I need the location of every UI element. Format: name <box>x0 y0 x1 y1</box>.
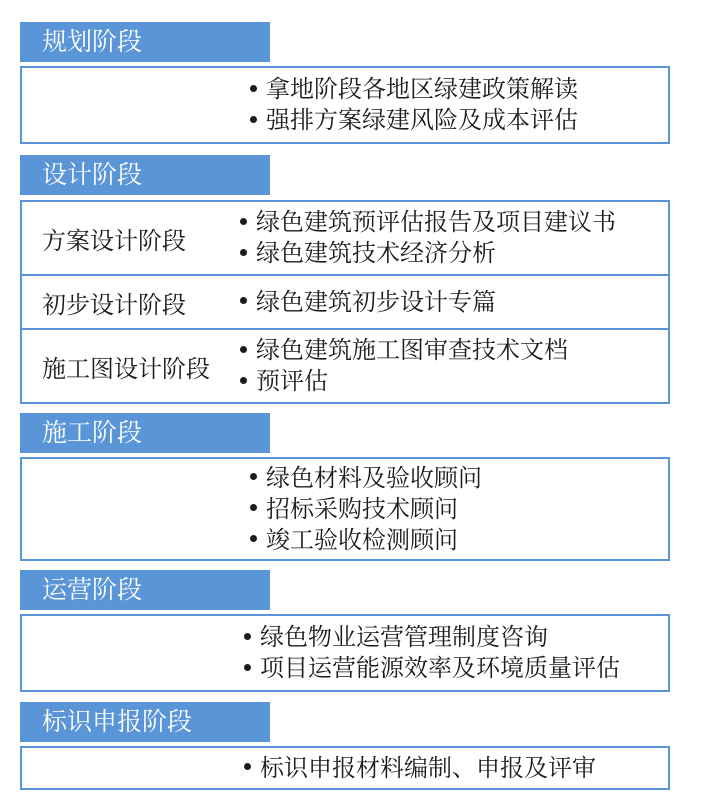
list-item: 项目运营能源效率及环境质量评估 <box>244 653 668 684</box>
subrow-item-list <box>240 330 668 402</box>
bullet-icon <box>250 473 257 480</box>
certification-item-list <box>22 748 668 788</box>
subrow-item-list <box>240 276 668 328</box>
operation-item-list <box>22 616 668 690</box>
bullet-icon <box>244 633 251 640</box>
list-item: 绿色建筑技术经济分析 <box>240 238 668 269</box>
bullet-icon <box>240 297 247 304</box>
list-item: 预评估 <box>240 366 668 397</box>
list-item: 招标采购技术顾问 <box>250 494 668 525</box>
bullet-icon <box>240 377 247 384</box>
section-header-operation: 运营阶段 <box>20 570 270 610</box>
bullet-icon <box>240 249 247 256</box>
section-box-design <box>20 200 670 404</box>
section-box-operation <box>20 614 670 692</box>
section-header-design: 设计阶段 <box>20 155 270 195</box>
subrow-item-list <box>240 202 668 274</box>
list-item: 竣工验收检测顾问 <box>250 525 668 556</box>
bullet-icon <box>244 763 251 770</box>
section-header-planning: 规划阶段 <box>20 22 270 62</box>
subrow-label: 方案设计阶段 <box>42 226 186 255</box>
section-box-planning <box>20 66 670 144</box>
list-item: 拿地阶段各地区绿建政策解读 <box>250 74 668 105</box>
subrow-preliminary-design <box>22 276 668 330</box>
subrow-label: 初步设计阶段 <box>42 290 186 319</box>
subrow-label: 施工图设计阶段 <box>42 354 210 383</box>
bullet-icon <box>250 535 257 542</box>
list-item: 标识申报材料编制、申报及评审 <box>244 753 668 784</box>
list-item: 强排方案绿建风险及成本评估 <box>250 105 668 136</box>
section-box-construction <box>20 457 670 561</box>
planning-item-list <box>22 68 668 142</box>
bullet-icon <box>250 85 257 92</box>
list-item: 绿色物业运营管理制度咨询 <box>244 622 668 653</box>
section-header-certification: 标识申报阶段 <box>20 702 270 742</box>
construction-item-list <box>22 459 668 559</box>
list-item: 绿色建筑施工图审查技术文档 <box>240 335 668 366</box>
bullet-icon <box>250 116 257 123</box>
subrow-scheme-design <box>22 202 668 276</box>
subrow-construction-drawing-design <box>22 330 668 402</box>
bullet-icon <box>244 664 251 671</box>
bullet-icon <box>240 218 247 225</box>
bullet-icon <box>240 346 247 353</box>
section-box-certification <box>20 746 670 790</box>
bullet-icon <box>250 504 257 511</box>
section-header-construction: 施工阶段 <box>20 413 270 453</box>
list-item: 绿色材料及验收顾问 <box>250 463 668 494</box>
list-item: 绿色建筑初步设计专篇 <box>240 287 668 318</box>
list-item: 绿色建筑预评估报告及项目建议书 <box>240 207 668 238</box>
